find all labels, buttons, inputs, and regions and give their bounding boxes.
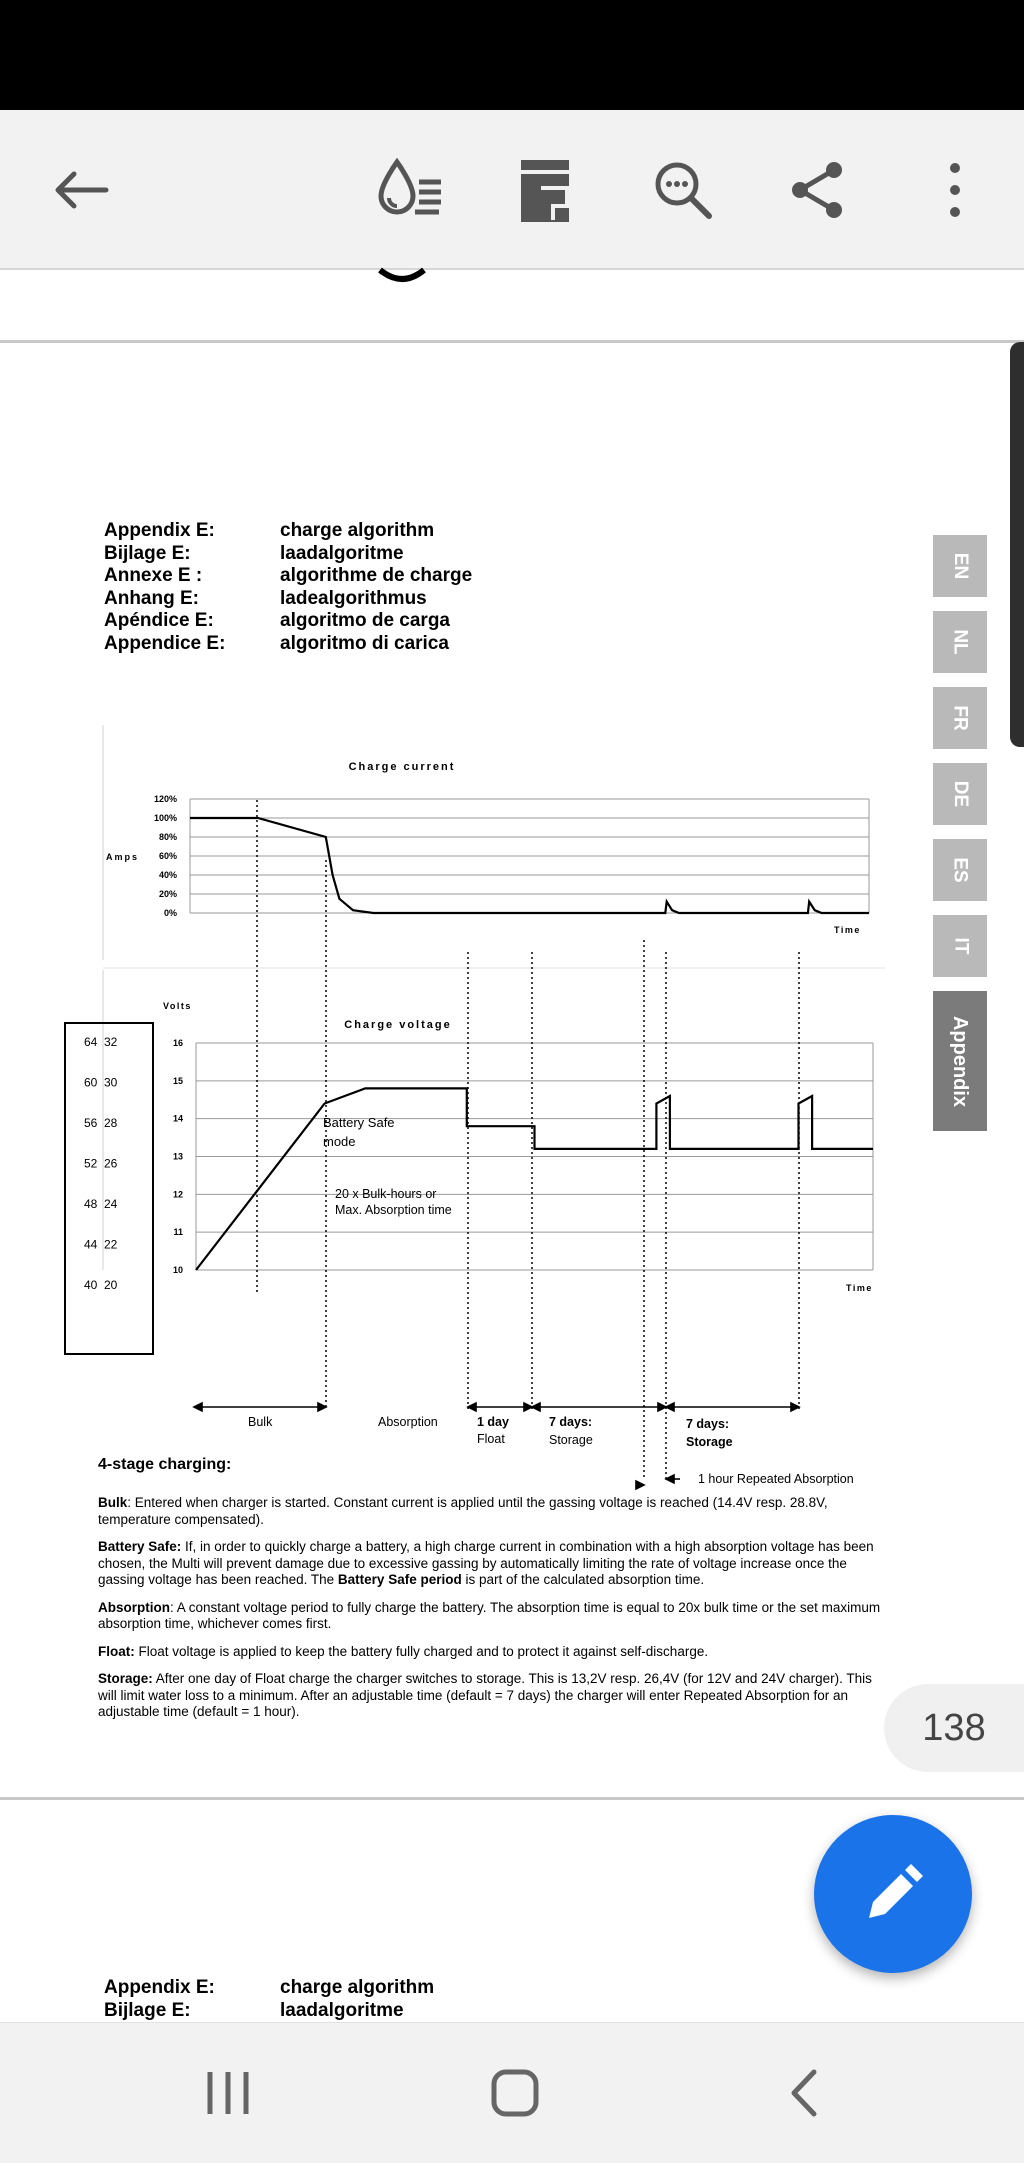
current-chart-title: Charge current	[348, 761, 456, 773]
scale-value-24v: 28	[104, 1116, 118, 1130]
voltage-series-line	[196, 1088, 873, 1270]
header-value: algoritmo de carga	[280, 610, 450, 631]
voltage-chart-title: Charge voltage	[344, 1019, 452, 1031]
current-ylabel: Amps	[106, 852, 140, 862]
next-page-header	[104, 1977, 434, 2022]
tab-appendix[interactable]: Appendix	[933, 991, 987, 1131]
voltage-tick-label: 14	[172, 1113, 183, 1124]
reading-mode-icon[interactable]	[356, 135, 466, 245]
header-label: Apéndice E:	[104, 610, 214, 631]
scale-value-24v: 22	[104, 1237, 118, 1252]
voltage-tick-label: 12	[172, 1189, 183, 1200]
tab-en[interactable]: EN	[933, 535, 987, 597]
current-tick-label: 100%	[153, 813, 177, 823]
scale-value-48v: 44	[84, 1237, 98, 1252]
header-label: Appendice E:	[104, 632, 226, 654]
edit-pencil-icon	[861, 1862, 925, 1926]
appendix-header	[104, 520, 472, 655]
header-label: Annexe E :	[104, 565, 203, 586]
stages-description	[98, 1495, 888, 1732]
page-layout-icon[interactable]	[490, 135, 600, 245]
voltage-xlabel: Time	[846, 1283, 873, 1293]
header-label: Appendix E:	[104, 520, 215, 541]
voltage-ylabel: Volts	[163, 1001, 192, 1011]
more-options-icon[interactable]	[900, 135, 1010, 245]
scale-value-48v: 48	[84, 1197, 98, 1211]
tab-it[interactable]: IT	[933, 915, 987, 977]
scale-value-48v: 52	[84, 1156, 98, 1171]
current-tick-label: 40%	[158, 870, 177, 880]
back-chevron-icon[interactable]	[763, 2053, 843, 2133]
current-tick-label: 60%	[158, 851, 177, 861]
page-separator-bottom	[0, 1797, 1024, 1800]
current-tick-label: 120%	[153, 794, 177, 804]
header-value: laadalgoritme	[280, 542, 404, 564]
pdf-toolbar	[0, 110, 1024, 270]
current-tick-label: 0%	[163, 908, 177, 918]
home-icon[interactable]	[475, 2053, 555, 2133]
phase-label-storage-1b: Storage	[549, 1433, 593, 1447]
logo-fragment	[378, 270, 426, 280]
system-nav-bar	[0, 2022, 1024, 2163]
search-icon[interactable]	[628, 135, 738, 245]
battery-safe-annotation-2: mode	[323, 1134, 356, 1149]
storage-paragraph: Storage: After one day of Float charge the charger switches to storage. This is 13,2V resp. 26,4V (for 12V and 24V charger). This will limit water loss to a minimum. After an adjustable time (default = 7 days) the charger will enter Repeated Absorption for an adjustable time (default = 1 hour).	[98, 1671, 872, 1719]
header-value: algoritmo di carica	[280, 632, 449, 654]
current-series-line	[190, 818, 869, 913]
header-label: Anhang E:	[104, 587, 199, 609]
scale-value-24v: 30	[104, 1075, 118, 1090]
phase-label-storage-2: 7 days:	[686, 1417, 730, 1431]
absorption-paragraph: Absorption: A constant voltage period to fully charge the battery. The absorption time is equal to 20x bulk time or the set maximum absorption time, whichever comes first.	[98, 1599, 881, 1631]
header-value: charge algorithm	[280, 520, 435, 541]
scroll-handle[interactable]	[1010, 342, 1024, 747]
absorption-time-annotation-1: 20 x Bulk-hours or	[335, 1187, 437, 1201]
scale-value-48v: 56	[84, 1116, 98, 1130]
battery-safe-annotation-1: Battery Safe	[323, 1115, 395, 1130]
scale-value-24v: 26	[104, 1156, 118, 1171]
float-paragraph: Float: Float voltage is applied to keep the battery fully charged and to protect it against self-discharge.	[98, 1643, 709, 1659]
phase-label-absorption: Absorption	[378, 1415, 438, 1429]
voltage-tick-label: 10	[172, 1265, 183, 1275]
voltage-tick-label: 16	[172, 1038, 183, 1048]
scale-value-24v: 24	[104, 1197, 118, 1211]
tab-fr[interactable]: FR	[933, 687, 987, 749]
phase-label-float-1: 1 day	[477, 1415, 509, 1429]
phase-label-repeated: 1 hour Repeated Absorption	[698, 1472, 854, 1486]
language-tabs	[933, 535, 987, 1145]
scale-value-24v: 20	[104, 1278, 118, 1292]
scale-value-48v: 64	[84, 1035, 98, 1049]
phase-label-float-2: Float	[477, 1432, 505, 1446]
edit-button[interactable]	[814, 1815, 972, 1973]
header-label: Bijlage E:	[104, 542, 191, 564]
header-value: algorithme de charge	[280, 565, 473, 586]
voltage-tick-label: 11	[173, 1227, 183, 1238]
phase-label-bulk: Bulk	[248, 1415, 273, 1429]
voltage-tick-label: 15	[172, 1075, 183, 1086]
current-tick-label: 20%	[158, 889, 177, 899]
recents-icon[interactable]	[188, 2053, 268, 2133]
back-arrow-icon[interactable]	[25, 135, 135, 245]
current-xlabel: Time	[834, 925, 861, 935]
scale-table-box	[65, 1023, 153, 1354]
stages-title: 4-stage charging:	[98, 1456, 232, 1473]
header-value: laadalgoritme	[280, 1999, 404, 2021]
header-value: ladealgorithmus	[280, 587, 427, 609]
tab-es[interactable]: ES	[933, 839, 987, 901]
scale-value-48v: 40	[84, 1278, 98, 1292]
bulk-paragraph: Bulk: Entered when charger is started. Constant current is applied until the gassing voltage is reached (14.4V resp. 28.8V, temperature compensated).	[98, 1495, 828, 1527]
page-separator	[0, 340, 1024, 343]
current-tick-label: 80%	[158, 832, 177, 842]
header-label: Appendix E:	[104, 1977, 215, 1998]
status-bar	[0, 0, 1024, 110]
tab-de[interactable]: DE	[933, 763, 987, 825]
page-number-badge: 138	[884, 1684, 1024, 1772]
scale-value-48v: 60	[84, 1075, 98, 1090]
tab-nl[interactable]: NL	[933, 611, 987, 673]
voltage-tick-label: 13	[172, 1151, 183, 1162]
header-value: charge algorithm	[280, 1977, 435, 1998]
battery-safe-paragraph: Battery Safe: If, in order to quickly charge a battery, a high charge current in combination with a high absorption voltage has been chosen, the Multi will prevent damage due to excessive gassing by automatically limiting the rate of voltage increase once the gassing voltage has been reached. The Battery Safe period is part of the calculated absorption time.	[98, 1539, 874, 1587]
scale-value-24v: 32	[104, 1035, 118, 1049]
share-icon[interactable]	[763, 135, 873, 245]
phase-label-storage-1: 7 days:	[549, 1415, 593, 1429]
header-label: Bijlage E:	[104, 1999, 191, 2021]
phase-label-storage-2b: Storage	[686, 1435, 733, 1449]
absorption-time-annotation-2: Max. Absorption time	[335, 1203, 452, 1217]
